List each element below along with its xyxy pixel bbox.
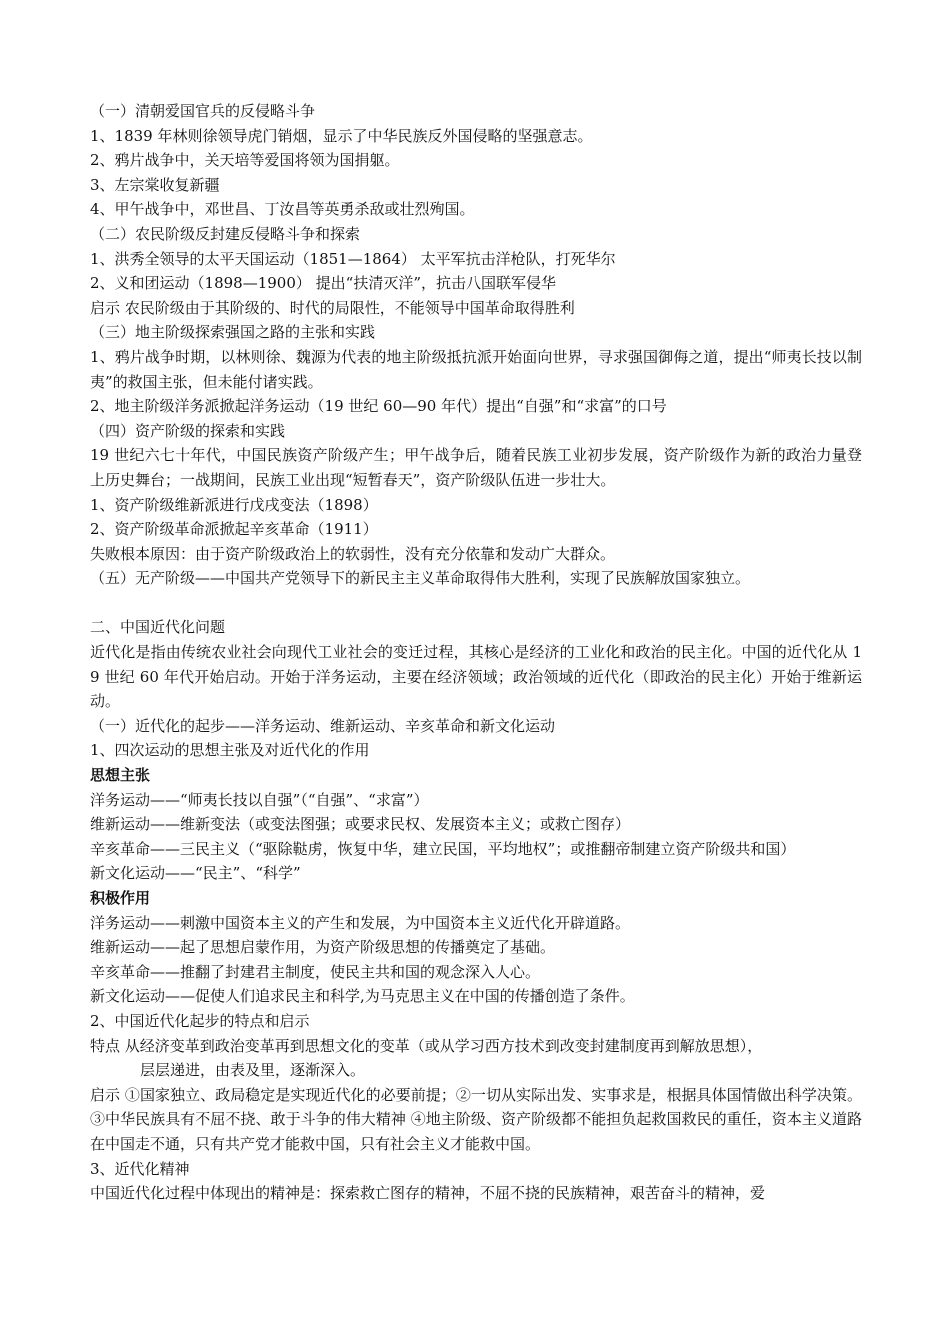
paragraph: 4、甲午战争中，邓世昌、丁汝昌等英勇杀敌或壮烈殉国。 <box>90 200 475 219</box>
paragraph: 失败根本原因：由于资产阶级政治上的软弱性，没有充分依靠和发动广大群众。 <box>90 544 616 563</box>
paragraph-continuation: 层层递进，由表及里，逐渐深入。 <box>140 1061 366 1080</box>
paragraph: 2、义和团运动（1898—1900） 提出“扶清灭洋”，抗击八国联军侵华 <box>90 274 556 293</box>
paragraph: 19 世纪六七十年代，中国民族资产阶级产生；甲午战争后，随着民族工业初步发展，资产阶级作为新的政治力量登上历史舞台；一战期间，民族工业出现“短暂春天”，资产阶级队伍进一步壮大。 <box>90 446 862 489</box>
paragraph: 辛亥革命——三民主义（“驱除鞑虏，恢复中华，建立民国，平均地权”；或推翻帝制建立资产阶级共和国） <box>90 839 796 858</box>
document-body <box>90 99 862 1206</box>
paragraph: 启示 农民阶级由于其阶级的、时代的局限性，不能领导中国革命取得胜利 <box>90 298 575 317</box>
blank-line <box>90 591 862 616</box>
section-heading: （三）地主阶级探索强国之路的主张和实践 <box>90 323 376 342</box>
section-heading: （一）近代化的起步——洋务运动、维新运动、辛亥革命和新文化运动 <box>90 716 556 735</box>
paragraph: 2、鸦片战争中，关天培等爱国将领为国捐躯。 <box>90 151 400 170</box>
section-heading: （一）清朝爱国官兵的反侵略斗争 <box>90 102 316 120</box>
paragraph: 1、资产阶级维新派进行戊戌变法（1898） <box>90 495 378 514</box>
paragraph: 1、1839 年林则徐领导虎门销烟，显示了中华民族反外国侵略的坚强意志。 <box>90 126 593 145</box>
paragraph: 2、中国近代化起步的特点和启示 <box>90 1011 310 1030</box>
paragraph: 中国近代化过程中体现出的精神是：探索救亡图存的精神，不屈不挠的民族精神，艰苦奋斗的精神，爱 <box>90 1184 766 1203</box>
paragraph: 辛亥革命——推翻了封建君主制度，使民主共和国的观念深入人心。 <box>90 962 541 981</box>
paragraph: 启示 ①国家独立、政局稳定是实现近代化的必要前提；②一切从实际出发、实事求是，根据具体国情做出科学决策。③中华民族具有不屈不挠、敢于斗争的伟大精神 ④地主阶级、资产阶级都不能担负起救国救民的重任，资本主义道路在中国走不通，只有共产党才能救中国，只有社会主义才能救中国。 <box>90 1085 862 1153</box>
paragraph: 近代化是指由传统农业社会向现代工业社会的变迁过程，其核心是经济的工业化和政治的民主化。中国的近代化从 19 世纪 60 年代开始启动。开始于洋务运动，主要在经济领域；政治领域的近代化（即政治的民主化）开始于维新运动。 <box>90 643 862 711</box>
paragraph: 3、近代化精神 <box>90 1159 190 1178</box>
paragraph: 2、资产阶级革命派掀起辛亥革命（1911） <box>90 520 378 539</box>
chapter-heading: 二、中国近代化问题 <box>90 618 226 637</box>
paragraph: 2、地主阶级洋务派掀起洋务运动（19 世纪 60—90 年代）提出“自强”和“求富”的口号 <box>90 397 667 416</box>
paragraph: 3、左宗棠收复新疆 <box>90 175 220 194</box>
paragraph: 维新运动——起了思想启蒙作用，为资产阶级思想的传播奠定了基础。 <box>90 938 556 957</box>
section-heading: （四）资产阶级的探索和实践 <box>90 421 286 440</box>
paragraph: 1、鸦片战争时期，以林则徐、魏源为代表的地主阶级抵抗派开始面向世界，寻求强国御侮之道，提出“师夷长技以制夷”的救国主张，但未能付诸实践。 <box>90 347 862 391</box>
paragraph: 特点 从经济变革到政治变革再到思想文化的变革（或从学习西方技术到改变封建制度再到解放思想）， <box>90 1036 763 1055</box>
paragraph: 新文化运动——促使人们追求民主和科学,为马克思主义在中国的传播创造了条件。 <box>90 987 635 1006</box>
paragraph: 1、洪秀全领导的太平天国运动（1851—1864） 太平军抗击洋枪队，打死华尔 <box>90 249 616 268</box>
section-heading: （二）农民阶级反封建反侵略斗争和探索 <box>90 224 361 243</box>
paragraph: 维新运动——维新变法（或变法图强；或要求民权、发展资本主义；或救亡图存） <box>90 815 631 834</box>
bold-subheading: 积极作用 <box>90 889 151 907</box>
bold-subheading: 思想主张 <box>90 766 151 785</box>
paragraph: 洋务运动——刺激中国资本主义的产生和发展，为中国资本主义近代化开辟道路。 <box>90 913 631 932</box>
paragraph: 洋务运动——“师夷长技以自强”（“自强”、“求富”） <box>90 790 429 809</box>
paragraph: 1、四次运动的思想主张及对近代化的作用 <box>90 741 370 760</box>
paragraph: 新文化运动——“民主”、“科学” <box>90 864 301 883</box>
section-heading: （五）无产阶级——中国共产党领导下的新民主主义革命取得伟大胜利，实现了民族解放国家独立。 <box>90 569 751 588</box>
